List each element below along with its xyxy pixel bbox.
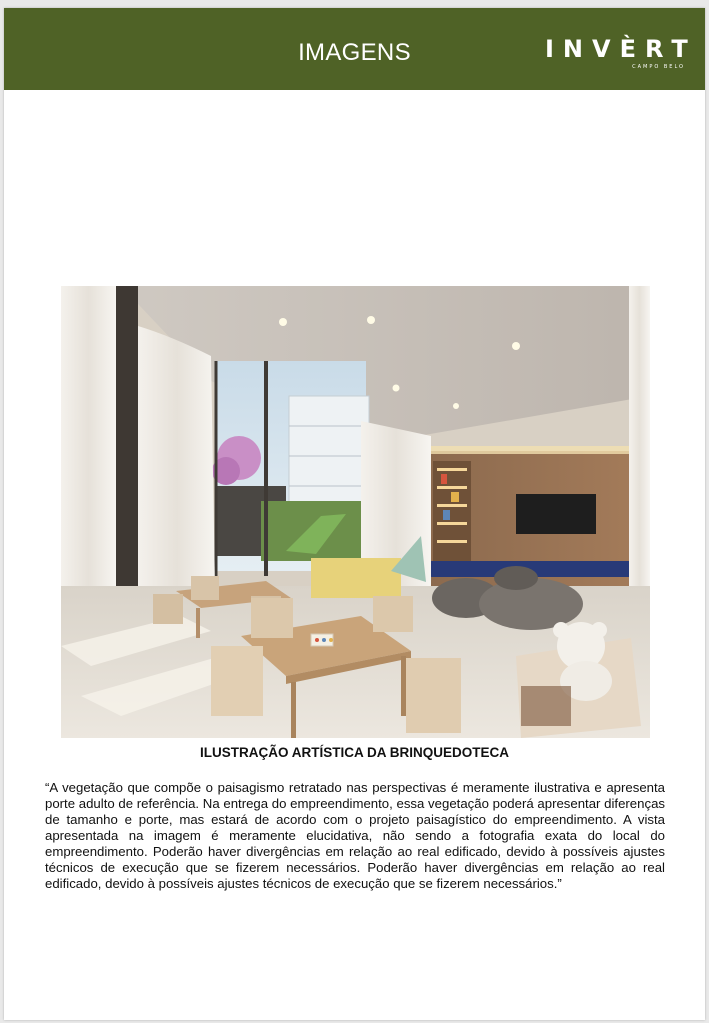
figure-caption: ILUSTRAÇÃO ARTÍSTICA DA BRINQUEDOTECA: [200, 745, 509, 760]
ceiling-light: [512, 342, 520, 350]
header-bar: [4, 8, 705, 90]
page-title: IMAGENS: [298, 39, 411, 66]
disclaimer-text: “A vegetação que compõe o paisagismo retratado nas perspectivas é meramente ilustrativa e apresenta porte adulto de referência. Na entrega do empreendimento, essa vegetação poderá apresentar diferenças de tamanho e porte, mas estará de acordo com o projeto paisagístico do empreendimento. A vista apresentada na imagem é meramente elucidativa, não sendo a fotografia exata do local do empreendimento. Poderão haver divergências em relação ao real edificado, devido à possíveis ajustes técnicos de execução que se fizerem necessários. Poderão haver divergências em relação ao real edificado, devido à possíveis ajustes técnicos de execução que se fizerem necessários.”: [45, 780, 665, 891]
playroom-rendering: [61, 286, 650, 738]
ceiling-light: [279, 318, 287, 326]
chair: [153, 594, 183, 624]
ceiling-light: [367, 316, 375, 324]
yellow-block: [311, 558, 401, 598]
chair: [191, 576, 219, 600]
chair: [373, 596, 413, 632]
logo-subtitle: CAMPO BELO: [632, 64, 685, 70]
chair: [406, 658, 461, 733]
logo-wordmark: INVÈRT: [545, 35, 697, 63]
ceiling-light: [453, 403, 459, 409]
ceiling-light: [393, 385, 400, 392]
document-page: [4, 8, 705, 1020]
curtain-right: [629, 286, 650, 616]
brand-logo: [545, 35, 697, 76]
chair: [211, 646, 263, 716]
bookshelf: [433, 461, 471, 561]
playroom-illustration: [61, 286, 650, 738]
chair: [251, 598, 293, 638]
wall-tv: [516, 494, 596, 534]
